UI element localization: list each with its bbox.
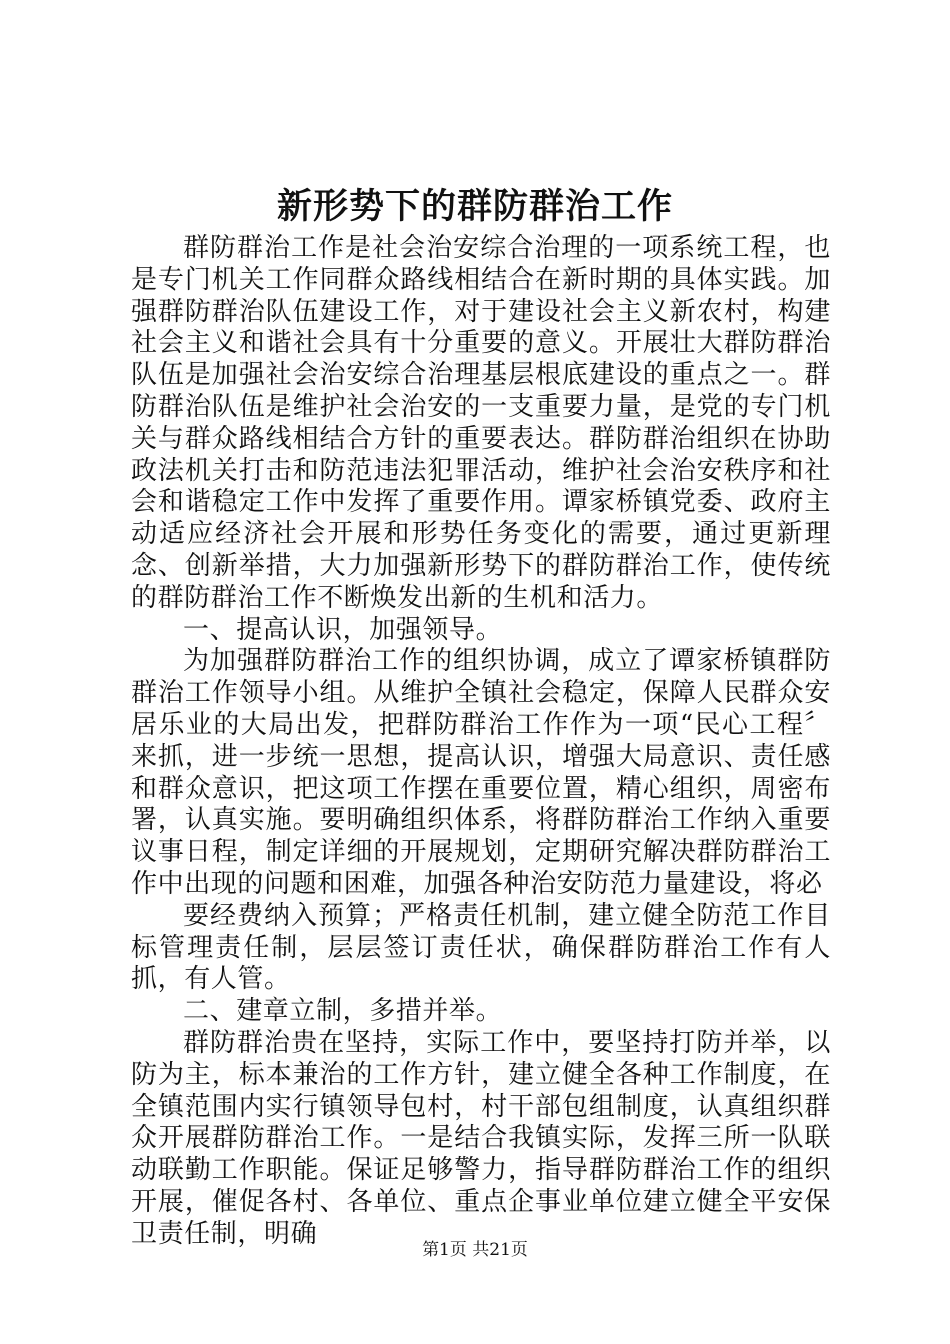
document-body (131, 233, 831, 1251)
paragraph-section-1: 为加强群防群治工作的组织协调，成立了谭家桥镇群防群治工作领导小组。从维护全镇社会稳定，保障人民群众安居乐业的大局出发，把群防群治工作作为一项“民心工程〞来抓，进一步统一思想，提高认识，增强大局意识、责任感和群众意识，把这项工作摆在重要位置，精心组织，周密布署，认真实施。要明确组织体系，将群防群治工作纳入重要议事日程，制定详细的开展规划，定期研究解决群防群治工作中出现的问题和困难，加强各种治安防范力量建设，将必 (131, 646, 831, 899)
paragraph-section-2: 群防群治贵在坚持，实际工作中，要坚持打防并举，以防为主，标本兼治的工作方针，建立健全各种工作制度，在全镇范围内实行镇领导包村，村干部包组制度，认真组织群众开展群防群治工作。一是结合我镇实际，发挥三所一队联动联勤工作职能。保证足够警力，指导群防群治工作的组织开展，催促各村、各单位、重点企事业单位建立健全平安保卫责任制，明确 (131, 1027, 831, 1249)
paragraph-section-1-continued: 要经费纳入预算；严格责任机制，建立健全防范工作目标管理责任制，层层签订责任状，确保群防群治工作有人抓，有人管。 (131, 900, 831, 995)
section-heading-2: 二、建章立制，多措并举。 (183, 996, 503, 1027)
section-heading-1: 一、提高认识，加强领导。 (183, 614, 503, 645)
paragraph-intro: 群防群治工作是社会治安综合治理的一项系统工程，也是专门机关工作同群众路线相结合在新时期的具体实践。加强群防群治队伍建设工作，对于建设社会主义新农村，构建社会主义和谐社会具有十分重要的意义。开展壮大群防群治队伍是加强社会治安综合治理基层根底建设的重点之一。群防群治队伍是维护社会治安的一支重要力量，是党的专门机关与群众路线相结合方针的重要表达。群防群治组织在协助政法机关打击和防范违法犯罪活动，维护社会治安秩序和社会和谐稳定工作中发挥了重要作用。谭家桥镇党委、政府主动适应经济社会开展和形势任务变化的需要，通过更新理念、创新举措，大力加强新形势下的群防群治工作，使传统的群防群治工作不断焕发出新的生机和活力。 (131, 233, 831, 613)
document-title: 新形势下的群防群治工作 (276, 186, 673, 227)
page-number-footer: 第1页 共21页 (422, 1240, 528, 1260)
